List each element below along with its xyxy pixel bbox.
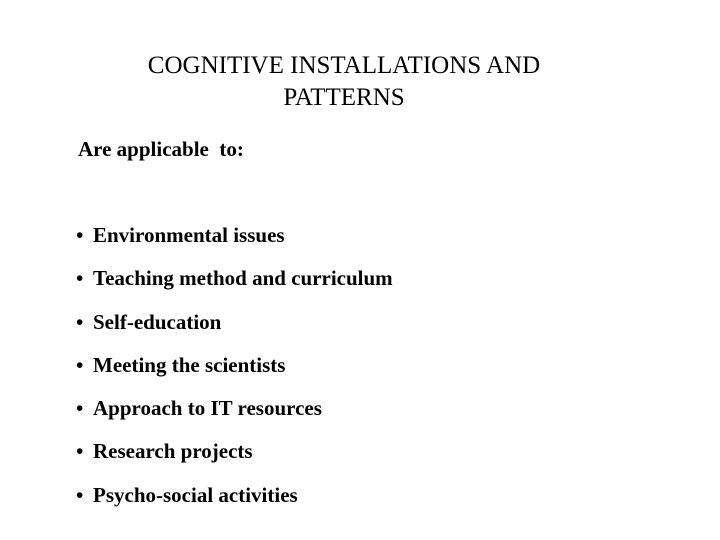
- bullet-item-meeting-scientists: [76, 350, 393, 393]
- bullet-text: Psycho-social activities: [93, 482, 298, 507]
- bullet-text: Self-education: [93, 309, 222, 334]
- bullet-text: Research projects: [93, 439, 253, 464]
- title-line-1: COGNITIVE INSTALLATIONS AND: [147, 52, 541, 79]
- bullet-item-psycho-social: [76, 480, 393, 523]
- bullet-icon: •: [76, 482, 84, 507]
- bullet-text: Meeting the scientists: [93, 352, 286, 377]
- slide-title: [86, 50, 602, 114]
- bullet-icon: •: [76, 439, 84, 464]
- bullet-list: [76, 220, 393, 523]
- slide-subtitle: Are applicable to:: [78, 137, 244, 161]
- bullet-item-it-resources: [76, 393, 393, 436]
- bullet-item-self-education: [76, 307, 393, 350]
- bullet-text: Teaching method and curriculum: [93, 266, 393, 291]
- title-line-2: PATTERNS: [283, 84, 405, 111]
- bullet-text: Environmental issues: [93, 223, 285, 247]
- bullet-item-research-projects: [76, 436, 393, 479]
- bullet-icon: •: [76, 309, 84, 334]
- bullet-icon: •: [76, 223, 84, 247]
- bullet-text: Approach to IT resources: [93, 396, 322, 421]
- bullet-icon: •: [76, 266, 84, 291]
- bullet-item-teaching-method: [76, 263, 393, 306]
- bullet-item-environmental-issues: [76, 220, 393, 263]
- bullet-icon: •: [76, 396, 84, 421]
- bullet-icon: •: [76, 352, 84, 377]
